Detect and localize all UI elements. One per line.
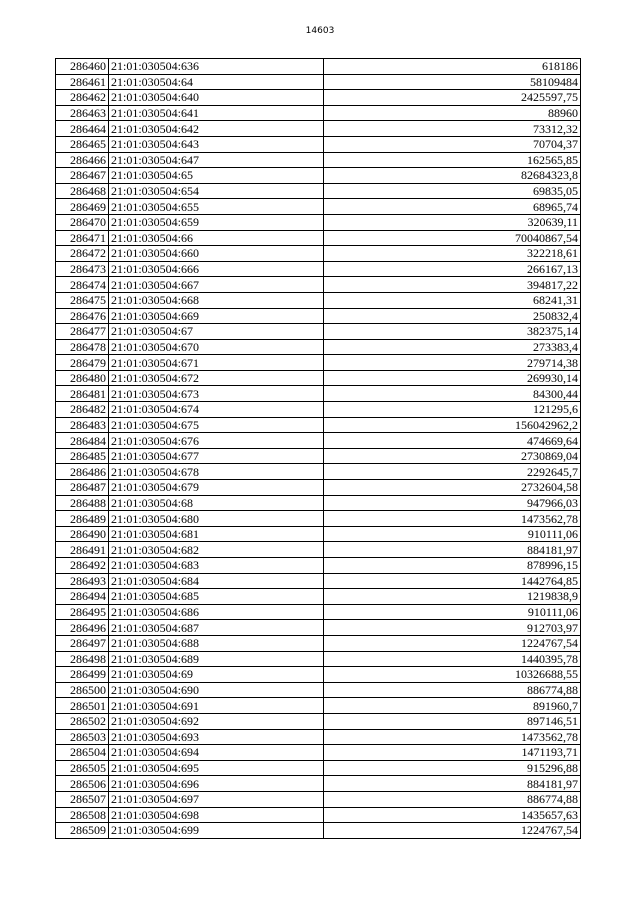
cadastral-number-cell: 21:01:030504:654 bbox=[109, 183, 324, 199]
cadastral-value-cell: 69835,05 bbox=[324, 183, 581, 199]
cadastral-value-cell: 897146,51 bbox=[324, 713, 581, 729]
row-number-cell: 286504 bbox=[56, 745, 109, 761]
cadastral-number-cell: 21:01:030504:689 bbox=[109, 651, 324, 667]
table-row bbox=[56, 698, 581, 714]
cadastral-number-cell: 21:01:030504:666 bbox=[109, 261, 324, 277]
table-row bbox=[56, 760, 581, 776]
cadastral-value-cell: 156042962,2 bbox=[324, 417, 581, 433]
cadastral-number-cell: 21:01:030504:64 bbox=[109, 74, 324, 90]
cadastral-number-cell: 21:01:030504:695 bbox=[109, 760, 324, 776]
row-number-cell: 286472 bbox=[56, 246, 109, 262]
row-number-cell: 286507 bbox=[56, 791, 109, 807]
table-row bbox=[56, 105, 581, 121]
table-row bbox=[56, 402, 581, 418]
table-row bbox=[56, 90, 581, 106]
cadastral-value-cell: 910111,06 bbox=[324, 526, 581, 542]
cadastral-number-cell: 21:01:030504:679 bbox=[109, 480, 324, 496]
row-number-cell: 286497 bbox=[56, 635, 109, 651]
cadastral-number-cell: 21:01:030504:696 bbox=[109, 776, 324, 792]
cadastral-value-cell: 121295,6 bbox=[324, 402, 581, 418]
cadastral-number-cell: 21:01:030504:636 bbox=[109, 59, 324, 75]
cadastral-value-cell: 886774,88 bbox=[324, 791, 581, 807]
cadastral-number-cell: 21:01:030504:680 bbox=[109, 511, 324, 527]
row-number-cell: 286478 bbox=[56, 339, 109, 355]
cadastral-number-cell: 21:01:030504:669 bbox=[109, 308, 324, 324]
row-number-cell: 286500 bbox=[56, 682, 109, 698]
cadastral-number-cell: 21:01:030504:65 bbox=[109, 168, 324, 184]
row-number-cell: 286481 bbox=[56, 386, 109, 402]
cadastral-number-cell: 21:01:030504:677 bbox=[109, 448, 324, 464]
table-row bbox=[56, 214, 581, 230]
cadastral-number-cell: 21:01:030504:676 bbox=[109, 433, 324, 449]
table-row bbox=[56, 308, 581, 324]
table-row bbox=[56, 433, 581, 449]
row-number-cell: 286464 bbox=[56, 121, 109, 137]
cadastral-number-cell: 21:01:030504:681 bbox=[109, 526, 324, 542]
cadastral-value-cell: 947966,03 bbox=[324, 495, 581, 511]
table-row bbox=[56, 230, 581, 246]
table-row bbox=[56, 542, 581, 558]
table-row bbox=[56, 526, 581, 542]
cadastral-value-table bbox=[55, 58, 581, 839]
table-row bbox=[56, 246, 581, 262]
cadastral-number-cell: 21:01:030504:66 bbox=[109, 230, 324, 246]
cadastral-number-cell: 21:01:030504:69 bbox=[109, 667, 324, 683]
cadastral-number-cell: 21:01:030504:660 bbox=[109, 246, 324, 262]
cadastral-number-cell: 21:01:030504:673 bbox=[109, 386, 324, 402]
cadastral-value-cell: 1224767,54 bbox=[324, 823, 581, 839]
table-row bbox=[56, 729, 581, 745]
table-row bbox=[56, 573, 581, 589]
row-number-cell: 286491 bbox=[56, 542, 109, 558]
row-number-cell: 286480 bbox=[56, 370, 109, 386]
cadastral-value-cell: 1440395,78 bbox=[324, 651, 581, 667]
cadastral-number-cell: 21:01:030504:698 bbox=[109, 807, 324, 823]
cadastral-value-cell: 2292645,7 bbox=[324, 464, 581, 480]
table-row bbox=[56, 292, 581, 308]
cadastral-value-cell: 162565,85 bbox=[324, 152, 581, 168]
row-number-cell: 286479 bbox=[56, 355, 109, 371]
cadastral-value-cell: 250832,4 bbox=[324, 308, 581, 324]
table-row bbox=[56, 745, 581, 761]
table-row bbox=[56, 417, 581, 433]
row-number-cell: 286487 bbox=[56, 480, 109, 496]
row-number-cell: 286492 bbox=[56, 558, 109, 574]
cadastral-number-cell: 21:01:030504:693 bbox=[109, 729, 324, 745]
cadastral-value-cell: 1471193,71 bbox=[324, 745, 581, 761]
row-number-cell: 286465 bbox=[56, 136, 109, 152]
cadastral-value-cell: 1473562,78 bbox=[324, 511, 581, 527]
row-number-cell: 286488 bbox=[56, 495, 109, 511]
cadastral-value-cell: 891960,7 bbox=[324, 698, 581, 714]
cadastral-number-cell: 21:01:030504:690 bbox=[109, 682, 324, 698]
cadastral-number-cell: 21:01:030504:671 bbox=[109, 355, 324, 371]
row-number-cell: 286508 bbox=[56, 807, 109, 823]
table-row bbox=[56, 183, 581, 199]
table-row bbox=[56, 136, 581, 152]
cadastral-number-cell: 21:01:030504:668 bbox=[109, 292, 324, 308]
cadastral-number-cell: 21:01:030504:667 bbox=[109, 277, 324, 293]
row-number-cell: 286470 bbox=[56, 214, 109, 230]
cadastral-number-cell: 21:01:030504:684 bbox=[109, 573, 324, 589]
row-number-cell: 286496 bbox=[56, 620, 109, 636]
cadastral-value-cell: 910111,06 bbox=[324, 604, 581, 620]
cadastral-number-cell: 21:01:030504:685 bbox=[109, 589, 324, 605]
cadastral-number-cell: 21:01:030504:68 bbox=[109, 495, 324, 511]
table-row bbox=[56, 682, 581, 698]
row-number-cell: 286490 bbox=[56, 526, 109, 542]
cadastral-value-cell: 886774,88 bbox=[324, 682, 581, 698]
cadastral-value-cell: 382375,14 bbox=[324, 324, 581, 340]
cadastral-value-cell: 68965,74 bbox=[324, 199, 581, 215]
cadastral-number-cell: 21:01:030504:699 bbox=[109, 823, 324, 839]
table-row bbox=[56, 511, 581, 527]
table-row bbox=[56, 355, 581, 371]
table-row bbox=[56, 651, 581, 667]
table-row bbox=[56, 589, 581, 605]
cadastral-number-cell: 21:01:030504:659 bbox=[109, 214, 324, 230]
cadastral-value-cell: 878996,15 bbox=[324, 558, 581, 574]
table-row bbox=[56, 776, 581, 792]
cadastral-number-cell: 21:01:030504:692 bbox=[109, 713, 324, 729]
table-row bbox=[56, 713, 581, 729]
cadastral-value-cell: 266167,13 bbox=[324, 261, 581, 277]
cadastral-number-cell: 21:01:030504:647 bbox=[109, 152, 324, 168]
table-row bbox=[56, 370, 581, 386]
row-number-cell: 286503 bbox=[56, 729, 109, 745]
cadastral-number-cell: 21:01:030504:691 bbox=[109, 698, 324, 714]
cadastral-value-cell: 70040867,54 bbox=[324, 230, 581, 246]
cadastral-value-cell: 10326688,55 bbox=[324, 667, 581, 683]
cadastral-value-cell: 88960 bbox=[324, 105, 581, 121]
row-number-cell: 286473 bbox=[56, 261, 109, 277]
cadastral-value-cell: 58109484 bbox=[324, 74, 581, 90]
cadastral-value-cell: 1435657,63 bbox=[324, 807, 581, 823]
cadastral-value-cell: 2732604,58 bbox=[324, 480, 581, 496]
cadastral-value-cell: 279714,38 bbox=[324, 355, 581, 371]
table-row bbox=[56, 339, 581, 355]
cadastral-value-cell: 70704,37 bbox=[324, 136, 581, 152]
cadastral-number-cell: 21:01:030504:642 bbox=[109, 121, 324, 137]
row-number-cell: 286486 bbox=[56, 464, 109, 480]
row-number-cell: 286460 bbox=[56, 59, 109, 75]
cadastral-value-cell: 394817,22 bbox=[324, 277, 581, 293]
cadastral-value-cell: 1219838,9 bbox=[324, 589, 581, 605]
table-row bbox=[56, 168, 581, 184]
cadastral-number-cell: 21:01:030504:678 bbox=[109, 464, 324, 480]
row-number-cell: 286485 bbox=[56, 448, 109, 464]
table-row bbox=[56, 277, 581, 293]
row-number-cell: 286482 bbox=[56, 402, 109, 418]
row-number-cell: 286498 bbox=[56, 651, 109, 667]
row-number-cell: 286467 bbox=[56, 168, 109, 184]
row-number-cell: 286494 bbox=[56, 589, 109, 605]
table-row bbox=[56, 74, 581, 90]
row-number-cell: 286502 bbox=[56, 713, 109, 729]
row-number-cell: 286509 bbox=[56, 823, 109, 839]
table-row bbox=[56, 791, 581, 807]
cadastral-value-cell: 2425597,75 bbox=[324, 90, 581, 106]
row-number-cell: 286483 bbox=[56, 417, 109, 433]
cadastral-number-cell: 21:01:030504:688 bbox=[109, 635, 324, 651]
cadastral-value-cell: 273383,4 bbox=[324, 339, 581, 355]
table-row bbox=[56, 464, 581, 480]
row-number-cell: 286468 bbox=[56, 183, 109, 199]
cadastral-value-cell: 1473562,78 bbox=[324, 729, 581, 745]
cadastral-value-cell: 84300,44 bbox=[324, 386, 581, 402]
table-row bbox=[56, 121, 581, 137]
cadastral-number-cell: 21:01:030504:683 bbox=[109, 558, 324, 574]
table-row bbox=[56, 604, 581, 620]
cadastral-number-cell: 21:01:030504:672 bbox=[109, 370, 324, 386]
cadastral-number-cell: 21:01:030504:674 bbox=[109, 402, 324, 418]
cadastral-number-cell: 21:01:030504:686 bbox=[109, 604, 324, 620]
cadastral-value-cell: 1442764,85 bbox=[324, 573, 581, 589]
table-row bbox=[56, 480, 581, 496]
table-row bbox=[56, 261, 581, 277]
cadastral-number-cell: 21:01:030504:694 bbox=[109, 745, 324, 761]
cadastral-value-cell: 474669,64 bbox=[324, 433, 581, 449]
cadastral-number-cell: 21:01:030504:687 bbox=[109, 620, 324, 636]
row-number-cell: 286506 bbox=[56, 776, 109, 792]
table-body bbox=[56, 59, 581, 839]
cadastral-value-cell: 73312,32 bbox=[324, 121, 581, 137]
cadastral-number-cell: 21:01:030504:675 bbox=[109, 417, 324, 433]
table-row bbox=[56, 152, 581, 168]
cadastral-number-cell: 21:01:030504:67 bbox=[109, 324, 324, 340]
cadastral-value-cell: 320639,11 bbox=[324, 214, 581, 230]
row-number-cell: 286466 bbox=[56, 152, 109, 168]
cadastral-value-cell: 915296,88 bbox=[324, 760, 581, 776]
cadastral-value-cell: 884181,97 bbox=[324, 542, 581, 558]
table-row bbox=[56, 59, 581, 75]
table-row bbox=[56, 448, 581, 464]
page-number: 14603 bbox=[305, 26, 335, 36]
cadastral-number-cell: 21:01:030504:697 bbox=[109, 791, 324, 807]
row-number-cell: 286476 bbox=[56, 308, 109, 324]
row-number-cell: 286484 bbox=[56, 433, 109, 449]
table-row bbox=[56, 558, 581, 574]
cadastral-number-cell: 21:01:030504:682 bbox=[109, 542, 324, 558]
row-number-cell: 286499 bbox=[56, 667, 109, 683]
row-number-cell: 286471 bbox=[56, 230, 109, 246]
row-number-cell: 286501 bbox=[56, 698, 109, 714]
cadastral-number-cell: 21:01:030504:670 bbox=[109, 339, 324, 355]
cadastral-value-cell: 618186 bbox=[324, 59, 581, 75]
row-number-cell: 286469 bbox=[56, 199, 109, 215]
cadastral-value-cell: 912703,97 bbox=[324, 620, 581, 636]
cadastral-number-cell: 21:01:030504:640 bbox=[109, 90, 324, 106]
cadastral-value-cell: 82684323,8 bbox=[324, 168, 581, 184]
cadastral-value-cell: 322218,61 bbox=[324, 246, 581, 262]
row-number-cell: 286461 bbox=[56, 74, 109, 90]
cadastral-number-cell: 21:01:030504:643 bbox=[109, 136, 324, 152]
row-number-cell: 286489 bbox=[56, 511, 109, 527]
cadastral-number-cell: 21:01:030504:641 bbox=[109, 105, 324, 121]
row-number-cell: 286477 bbox=[56, 324, 109, 340]
row-number-cell: 286493 bbox=[56, 573, 109, 589]
cadastral-value-cell: 1224767,54 bbox=[324, 635, 581, 651]
table-row bbox=[56, 324, 581, 340]
table-row bbox=[56, 495, 581, 511]
cadastral-number-cell: 21:01:030504:655 bbox=[109, 199, 324, 215]
table-row bbox=[56, 667, 581, 683]
cadastral-value-cell: 2730869,04 bbox=[324, 448, 581, 464]
table-row bbox=[56, 620, 581, 636]
table-row bbox=[56, 199, 581, 215]
table-row bbox=[56, 823, 581, 839]
row-number-cell: 286463 bbox=[56, 105, 109, 121]
row-number-cell: 286505 bbox=[56, 760, 109, 776]
row-number-cell: 286475 bbox=[56, 292, 109, 308]
cadastral-value-cell: 884181,97 bbox=[324, 776, 581, 792]
table-row bbox=[56, 807, 581, 823]
table-row bbox=[56, 386, 581, 402]
row-number-cell: 286495 bbox=[56, 604, 109, 620]
cadastral-value-cell: 68241,31 bbox=[324, 292, 581, 308]
row-number-cell: 286462 bbox=[56, 90, 109, 106]
table-row bbox=[56, 635, 581, 651]
cadastral-value-cell: 269930,14 bbox=[324, 370, 581, 386]
row-number-cell: 286474 bbox=[56, 277, 109, 293]
